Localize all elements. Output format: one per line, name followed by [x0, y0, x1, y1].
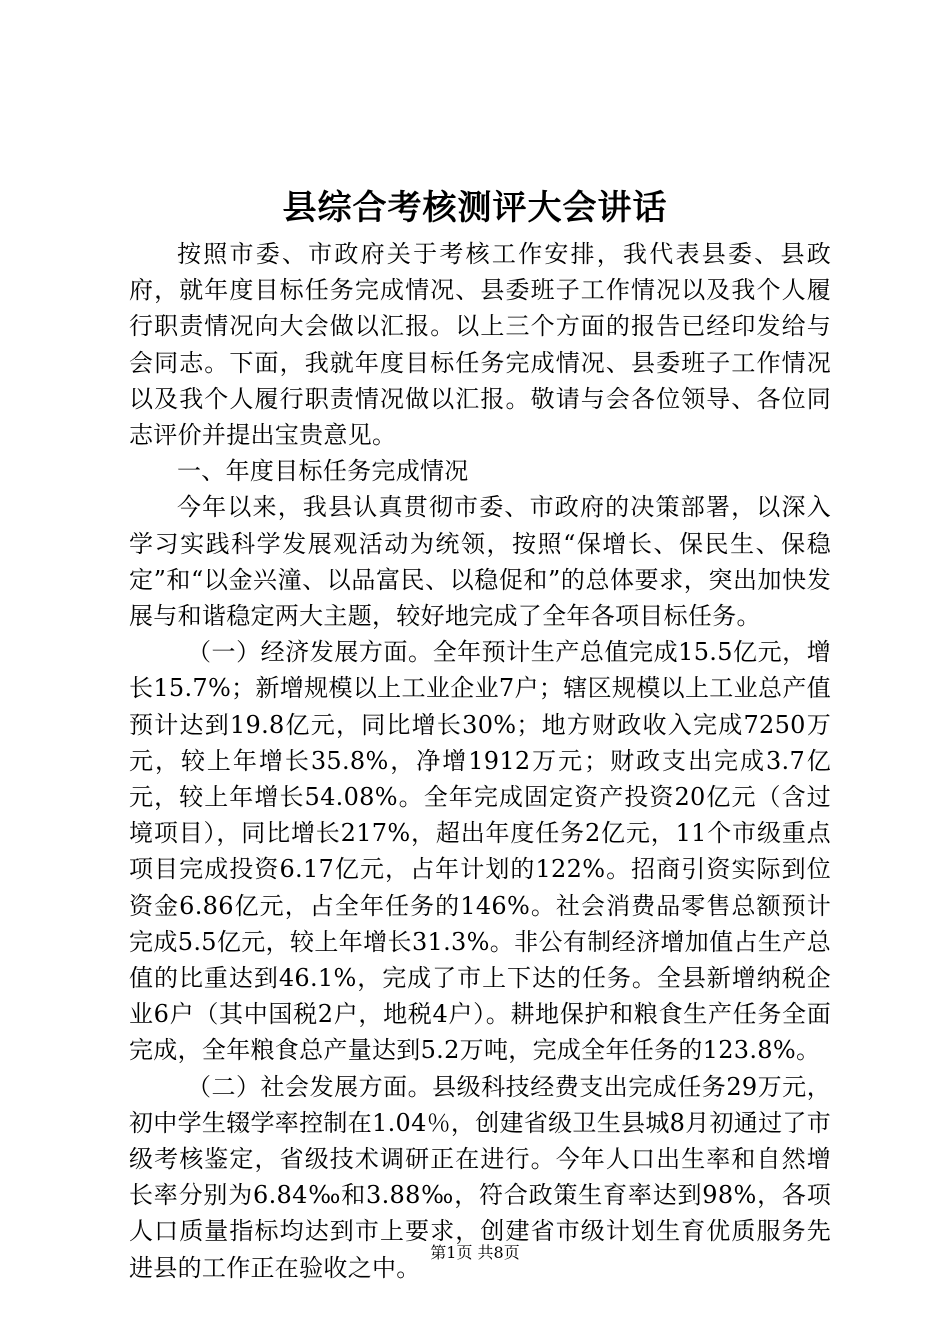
- overview-paragraph: 今年以来，我县认真贯彻市委、市政府的决策部署，以深入学习实践科学发展观活动为统领，按照“保增长、保民生、保稳定”和“以金兴潼、以品富民、以稳促和”的总体要求，突出加快发展与和谐稳定两大主题，较好地完成了全年各项目标任务。: [129, 493, 831, 631]
- document-body: [129, 236, 831, 1286]
- section-heading: 一、年度目标任务完成情况: [177, 457, 469, 486]
- page-number-footer: 第1页 共8页: [430, 1243, 520, 1262]
- intro-paragraph: 按照市委、市政府关于考核工作安排，我代表县委、县政府，就年度目标任务完成情况、县委班子工作情况以及我个人履行职责情况向大会做以汇报。以上三个方面的报告已经印发给与会同志。下面，我就年度目标任务完成情况、县委班子工作情况以及我个人履行职责情况做以汇报。敬请与会各位领导、各位同志评价并提出宝贵意见。: [129, 240, 831, 450]
- economic-paragraph: （一）经济发展方面。全年预计生产总值完成15.5亿元，增长15.7%；新增规模以上工业企业7户；辖区规模以上工业总产值预计达到19.8亿元，同比增长30%；地方财政收入完成7250万元，较上年增长35.8%，净增1912万元；财政支出完成3.7亿元，较上年增长54.08%。全年完成固定资产投资20亿元（含过境项目），同比增长217%，超出年度任务2亿元，11个市级重点项目完成投资6.17亿元，占年计划的122%。招商引资实际到位资金6.86亿元，占全年任务的146%。社会消费品零售总额预计完成5.5亿元，较上年增长31.3%。非公有制经济增加值占生产总值的比重达到46.1%，完成了市上下达的任务。全县新增纳税企业6户（其中国税2户，地税4户）。耕地保护和粮食生产任务全面完成，全年粮食总产量达到5.2万吨，完成全年任务的123.8%。: [129, 638, 831, 1065]
- social-paragraph: （二）社会发展方面。县级科技经费支出完成任务29万元，初中学生辍学率控制在1.04％，创建省级卫生县城8月初通过了市级考核鉴定，省级技术调研正在进行。今年人口出生率和自然增长率分别为6.84‰和3.88‰，符合政策生育率达到98%，各项人口质量指标均达到市上要求，创建省市级计划生育优质服务先进县的工作正在验收之中。: [129, 1072, 832, 1282]
- document-title: 县综合考核测评大会讲话: [282, 188, 668, 228]
